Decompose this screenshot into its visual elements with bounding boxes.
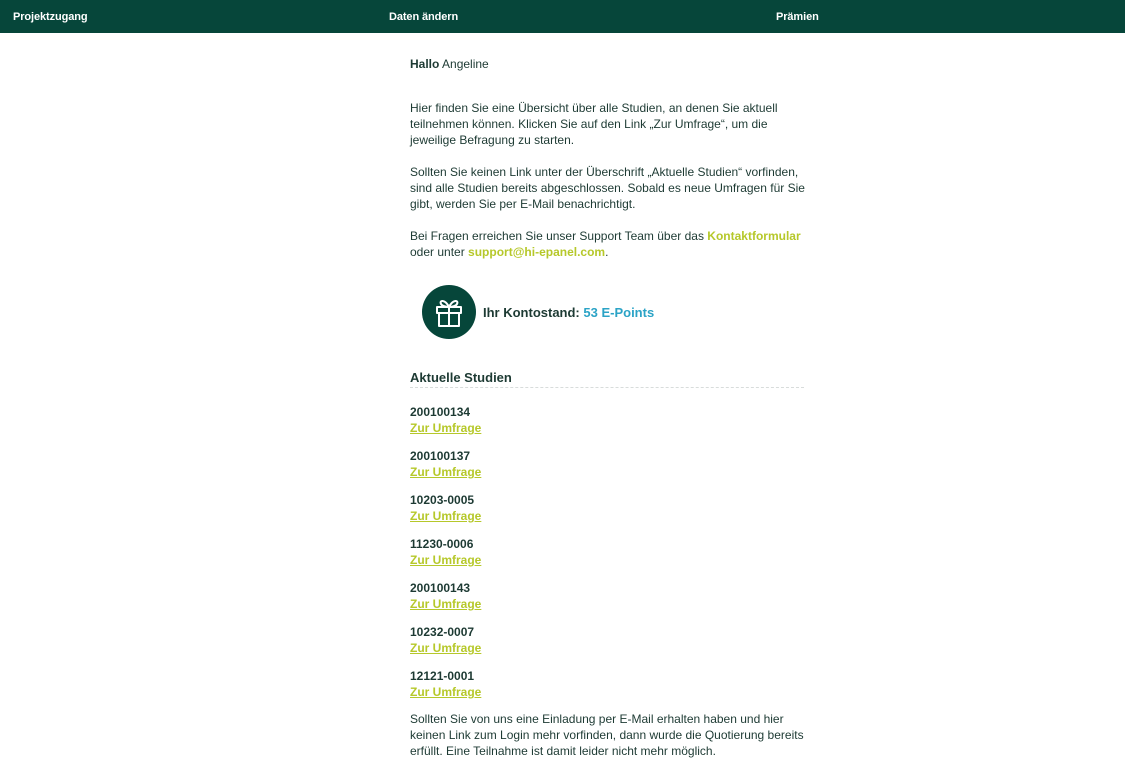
study-item <box>410 536 804 580</box>
balance-label: Ihr Kontostand: <box>483 305 580 320</box>
study-item <box>410 448 804 492</box>
study-id: 12121-0001 <box>410 669 475 683</box>
study-id: 200100143 <box>410 581 471 595</box>
quota-note: Sollten Sie von uns eine Einladung per E-Mail erhalten haben und hier keinen Link zum Login mehr vorfinden, dann wurde die Quotierung bereits erfüllt. Eine Teilnahme ist damit leider nicht mehr möglich. <box>410 712 804 758</box>
balance-text <box>483 305 654 321</box>
support-email-link[interactable]: support@hi-epanel.com <box>468 245 606 259</box>
intro-paragraph-no-link: Sollten Sie keinen Link unter der Überschrift „Aktuelle Studien“ vorfinden, sind alle Studien bereits abgeschlossen. Sobald es neue Umfragen für Sie gibt, werden Sie per E-Mail benachrichtigt. <box>410 165 805 211</box>
contact-form-link[interactable]: Kontaktformular <box>707 229 801 243</box>
study-item <box>410 492 804 536</box>
intro-paragraph-overview: Hier finden Sie eine Übersicht über alle Studien, an denen Sie aktuell teilnehmen können. Klicken Sie auf den Link „Zur Umfrage“, um die jeweilige Befragung zu starten. <box>410 101 778 147</box>
survey-link[interactable]: Zur Umfrage <box>410 553 482 567</box>
study-item <box>410 624 804 668</box>
survey-link[interactable]: Zur Umfrage <box>410 641 482 655</box>
nav-praemien[interactable]: Prämien <box>776 11 819 23</box>
intro-paragraph-support <box>410 228 805 260</box>
study-item <box>410 580 804 624</box>
survey-link[interactable]: Zur Umfrage <box>410 465 482 479</box>
gift-icon <box>422 285 476 339</box>
study-item <box>410 668 804 712</box>
study-item <box>410 404 804 448</box>
survey-link[interactable]: Zur Umfrage <box>410 685 482 699</box>
greeting-hello: Hallo <box>410 57 440 71</box>
studies-list <box>410 404 804 712</box>
survey-link[interactable]: Zur Umfrage <box>410 597 482 611</box>
greeting <box>410 56 489 72</box>
nav-daten-aendern[interactable]: Daten ändern <box>389 11 459 23</box>
account-balance <box>422 285 802 339</box>
top-navigation <box>0 0 1125 33</box>
current-studies-heading: Aktuelle Studien <box>410 370 804 388</box>
study-id: 200100137 <box>410 449 471 463</box>
study-id: 11230-0006 <box>410 537 474 551</box>
nav-projektzugang[interactable]: Projektzugang <box>13 11 88 23</box>
support-text-end: . <box>605 245 609 259</box>
study-id: 200100134 <box>410 405 471 419</box>
greeting-name: Angeline <box>442 57 489 71</box>
survey-link[interactable]: Zur Umfrage <box>410 421 482 435</box>
study-id: 10232-0007 <box>410 625 475 639</box>
balance-value: 53 E-Points <box>583 305 655 320</box>
support-text-middle: oder unter <box>410 245 465 259</box>
survey-link[interactable]: Zur Umfrage <box>410 509 482 523</box>
support-text-before: Bei Fragen erreichen Sie unser Support Team über das <box>410 229 704 243</box>
study-id: 10203-0005 <box>410 493 475 507</box>
